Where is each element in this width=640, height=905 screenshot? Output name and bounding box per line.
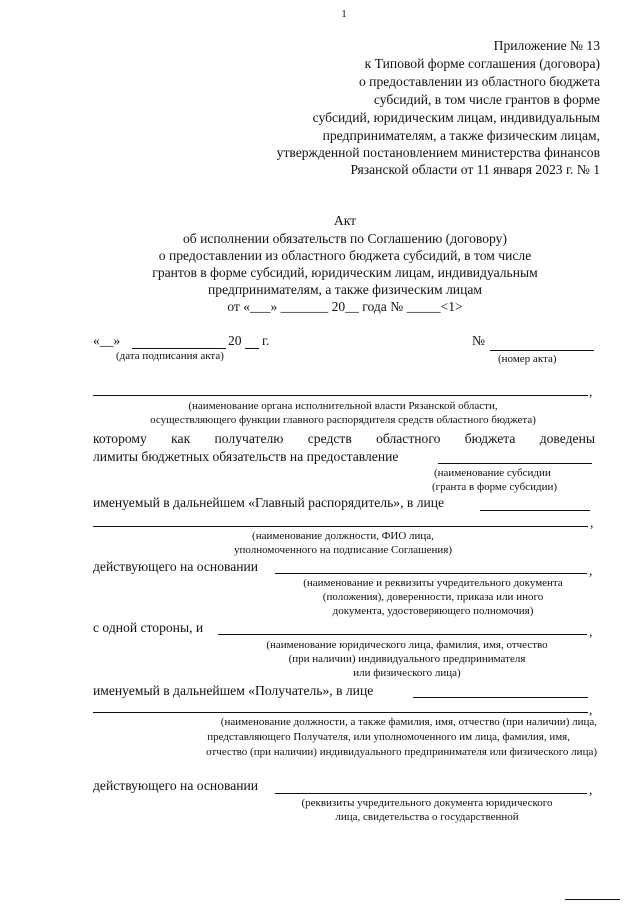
year-blank-line xyxy=(245,348,259,349)
year-prefix: 20 xyxy=(228,333,242,348)
appendix-line: Приложение № 13 xyxy=(493,38,600,53)
organ-caption-line: осуществляющего функции главного распорядителя средств областного бюджета) xyxy=(150,414,536,426)
organ-caption-line: (наименование органа исполнительной власти Рязанской области, xyxy=(188,400,498,412)
appendix-line: Рязанской области от 11 января 2023 г. № 1 xyxy=(350,162,600,177)
act-title-line: о предоставлении из областного бюджета субсидий, в том числе xyxy=(158,248,532,263)
page-number: 1 xyxy=(341,8,347,20)
recipient-caption-line: отчество (при наличии) индивидуального предпринимателя или физического лица) xyxy=(206,746,597,758)
legal-entity-blank-line xyxy=(218,634,587,635)
basis-caption-line: (положения), доверенности, приказа или иного xyxy=(322,591,544,603)
comma: , xyxy=(589,702,593,717)
number-sign: № xyxy=(472,333,485,348)
number-caption: (номер акта) xyxy=(498,353,557,365)
date-quote: «__» xyxy=(93,333,121,348)
acting-basis-text-2: действующего на основании xyxy=(93,778,259,793)
date-blank-line xyxy=(132,348,226,349)
word: как xyxy=(171,431,191,446)
appendix-line: о предоставлении из областного бюджета xyxy=(358,74,600,89)
word: средств xyxy=(307,431,352,446)
date-caption: (дата подписания акта) xyxy=(116,350,224,362)
recipient-blank-line xyxy=(413,697,588,698)
act-heading: Акт xyxy=(333,213,357,228)
subsidy-caption-line: (наименование субсидии xyxy=(434,467,551,479)
act-title-line: предпринимателям, а также физическим лицам xyxy=(208,282,482,297)
recipient-text: именуемый в дальнейшем «Получатель», в лице xyxy=(93,683,374,698)
act-title-line: об исполнении обязательств по Соглашению (договору) xyxy=(182,231,508,246)
basis-blank-line xyxy=(275,573,587,574)
recipient-position-blank-line xyxy=(93,712,588,713)
appendix-line: предпринимателям, а также физическим лицам, xyxy=(322,128,600,143)
comma: , xyxy=(589,563,593,578)
comma: , xyxy=(589,624,593,639)
word: получателю xyxy=(214,431,284,446)
basis-caption-line: документа, удостоверяющего полномочия) xyxy=(332,605,534,617)
year-suffix: г. xyxy=(262,333,270,348)
word: областного xyxy=(376,431,441,446)
subsidy-caption-line: (гранта в форме субсидии) xyxy=(432,481,558,493)
appendix-line: субсидий, в том числе грантов в форме xyxy=(373,92,600,107)
position-caption-line: уполномоченного на подписание Соглашения) xyxy=(233,544,453,556)
main-manager-text: именуемый в дальнейшем «Главный распорядитель», в лице xyxy=(93,495,445,510)
subsidy-blank-line xyxy=(438,463,592,464)
legal-entity-caption-line: или физического лица) xyxy=(353,667,461,679)
limits-text: лимиты бюджетных обязательств на предоставление xyxy=(93,449,399,464)
recipient-caption-line: представляющего Получателя, или уполномоченного им лица, фамилия, имя, xyxy=(207,731,570,743)
act-title-line: от «___» _______ 20__ года № _____<1> xyxy=(227,299,463,314)
main-manager-blank-line xyxy=(480,510,590,511)
number-blank-line xyxy=(490,350,594,351)
acting-basis-text: действующего на основании xyxy=(93,559,259,574)
comma: , xyxy=(589,384,593,399)
appendix-line: утвержденной постановлением министерства финансов xyxy=(276,145,600,160)
footnote-separator xyxy=(565,899,620,900)
legal-entity-caption-line: (наименование юридического лица, фамилия, имя, отчество xyxy=(266,639,548,651)
organ-blank-line xyxy=(93,395,588,396)
comma: , xyxy=(590,515,594,530)
comma: , xyxy=(589,782,593,797)
position-caption-line: (наименование должности, ФИО лица, xyxy=(252,530,434,542)
word: доведены xyxy=(539,431,595,446)
basis-caption-2-line: (реквизиты учредительного документа юридического xyxy=(301,797,553,809)
basis-caption-2-line: лица, свидетельства о государственной xyxy=(335,811,519,823)
basis-blank-line-2 xyxy=(275,793,587,794)
word: бюджета xyxy=(464,431,516,446)
one-side-text: с одной стороны, и xyxy=(93,620,204,635)
appendix-line: субсидий, юридическим лицам, индивидуальным xyxy=(312,110,600,125)
to-whom-line xyxy=(93,431,595,447)
word: которому xyxy=(93,431,147,446)
position-blank-line xyxy=(93,526,588,527)
appendix-line: к Типовой форме соглашения (договора) xyxy=(364,56,600,71)
act-title-line: грантов в форме субсидий, юридическим лицам, индивидуальным xyxy=(152,265,538,280)
recipient-caption-line: (наименование должности, а также фамилия, имя, отчество (при наличии) лица, xyxy=(220,716,597,728)
basis-caption-line: (наименование и реквизиты учредительного документа xyxy=(303,577,563,589)
legal-entity-caption-line: (при наличии) индивидуального предпринимателя xyxy=(288,653,526,665)
